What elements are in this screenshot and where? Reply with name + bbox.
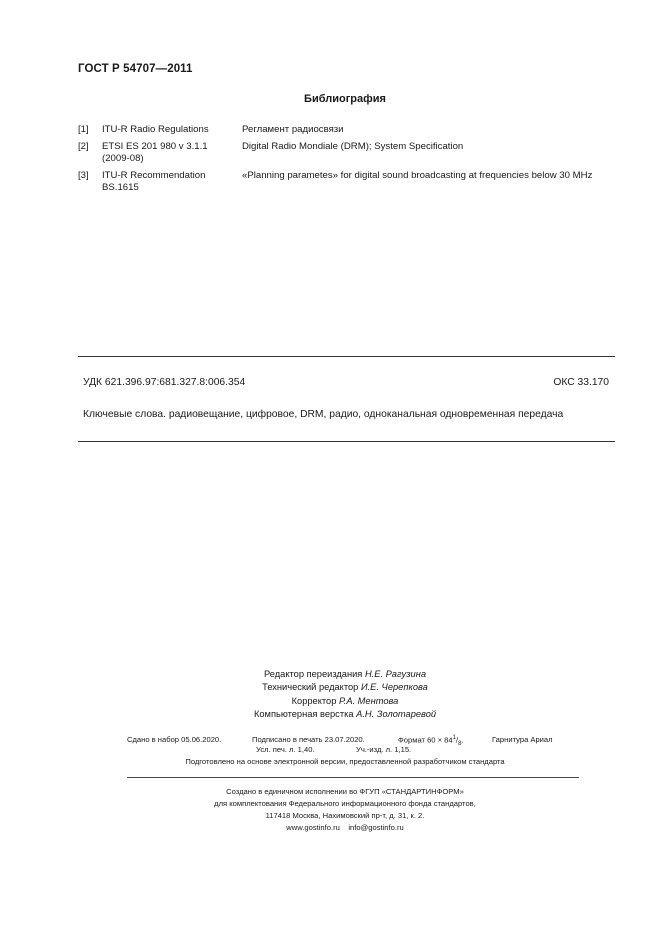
divider-bottom bbox=[78, 441, 615, 442]
credit-line bbox=[0, 681, 661, 694]
entry-source-line2: BS.1615 bbox=[102, 182, 139, 193]
entry-number: [1] bbox=[78, 124, 89, 135]
imprint-signed: Подписано в печать 23.07.2020. bbox=[252, 735, 365, 744]
udk-code: УДК 621.396.97:681.327.8:006.354 bbox=[83, 377, 246, 388]
standard-code: ГОСТ Р 54707—2011 bbox=[78, 63, 193, 75]
publisher-address: 117418 Москва, Нахимовский пр-т, д. 31, к. 2. bbox=[265, 811, 425, 820]
entry-source: ITU-R Radio Regulations bbox=[102, 124, 209, 135]
credit-name: Н.Е. Рагузина bbox=[364, 669, 426, 679]
credit-role: Технический редактор bbox=[262, 682, 359, 693]
imprint-prepared-note: Подготовлено на основе электронной версии, предоставленной разработчиком стандарта bbox=[185, 757, 505, 766]
imprint-publisher bbox=[0, 786, 661, 834]
entry-source-line2: (2009-08) bbox=[102, 153, 144, 164]
entry-source: ETSI ES 201 980 v 3.1.1 bbox=[102, 141, 208, 152]
credit-line bbox=[0, 708, 661, 721]
keywords: Ключевые слова. радиовещание, цифровое, DRM, радио, одноканальная одновременная передача bbox=[83, 409, 564, 420]
imprint-font-face: Гарнитура Ариал bbox=[492, 735, 553, 744]
credit-role: Редактор переиздания bbox=[263, 669, 363, 679]
entry-description: Регламент радиосвязи bbox=[242, 124, 344, 135]
imprint-divider bbox=[127, 777, 579, 778]
credit-role: Корректор bbox=[291, 695, 337, 706]
bibliography-title: Библиография bbox=[304, 93, 386, 105]
entry-source: ITU-R Recommendation bbox=[102, 170, 206, 181]
publisher-line: Создано в единичном исполнении во ФГУП «СТАНДАРТИНФОРМ» bbox=[226, 787, 464, 796]
email-link[interactable]: info@gostinfo.ru bbox=[348, 823, 404, 832]
publisher-line: для комплектования Федерального информационного фонда стандартов, bbox=[214, 799, 476, 808]
credit-name: Р.А. Ментова bbox=[338, 695, 399, 706]
credits bbox=[0, 668, 661, 721]
publisher-contacts bbox=[0, 822, 661, 834]
imprint-format: Формат $60 \times 84^1/_8$. bbox=[398, 735, 464, 748]
entry-number: [2] bbox=[78, 141, 89, 152]
divider-top bbox=[78, 356, 615, 357]
imprint-print-sheets: Усл. печ. л. 1,40. bbox=[256, 745, 315, 754]
credit-line bbox=[0, 695, 661, 708]
entry-description: «Planning parametes» for digital sound broadcasting at frequencies below 30 MHz bbox=[242, 170, 593, 181]
entry-number: [3] bbox=[78, 170, 89, 181]
imprint-pub-sheets: Уч.-изд. л. 1,15. bbox=[356, 745, 412, 754]
imprint-submitted: Сдано в набор 05.06.2020. bbox=[127, 735, 222, 744]
credit-line bbox=[0, 668, 661, 681]
credit-name: И.Е. Черепкова bbox=[360, 682, 428, 693]
credit-role: Компьютерная верстка bbox=[253, 708, 354, 719]
credit-name: А.Н. Золотаревой bbox=[356, 708, 437, 719]
oks-code: ОКС 33.170 bbox=[553, 377, 609, 388]
entry-description: Digital Radio Mondiale (DRM); System Specification bbox=[242, 141, 464, 152]
website-link[interactable]: www.gostinfo.ru bbox=[286, 823, 340, 832]
